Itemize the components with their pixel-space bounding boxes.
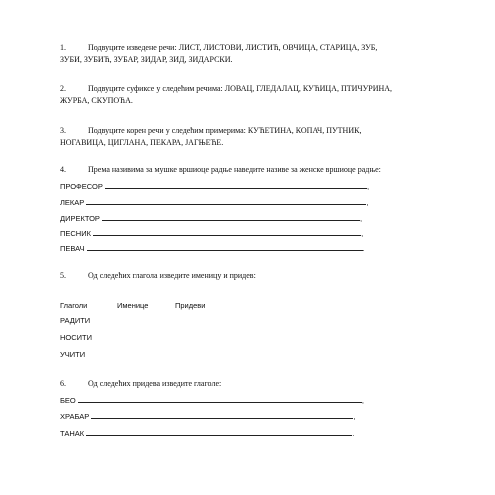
adjective-row [60,427,354,439]
answer-line[interactable] [87,242,363,251]
task-words-line-2: ЖУРБА, СКУПОЋА. [60,96,133,105]
answer-line[interactable] [78,394,362,403]
task-number: 1. [60,43,66,52]
task-3 [60,125,440,149]
profession-label: ПЕСНИК [60,229,91,238]
task-number: 4. [60,165,66,174]
task-number: 5. [60,271,66,280]
verb-item: НОСИТИ [60,333,93,342]
profession-row [60,212,362,224]
task-number: 3. [60,126,66,135]
task-number: 6. [60,379,66,388]
adjective-label: ТАНАК [60,429,85,438]
adjective-label: ХРАБАР [60,412,90,421]
adjective-row [60,410,355,422]
row-punctuation: . [362,244,365,253]
profession-label: ПЕВАЧ [60,244,85,253]
task-words-line-1: ЛИСТ, ЛИСТОВИ, ЛИСТИЋ, ОВЧИЦА, СТАРИЦА, ЗУБ, [178,43,378,52]
profession-label: ДИРЕКТОР [60,214,100,223]
answer-line[interactable] [86,427,355,438]
row-punctuation: , [361,229,364,238]
row-punctuation: , [366,198,369,207]
row-punctuation: , [353,412,356,421]
verb-item: УЧИТИ [60,350,86,359]
task-2 [60,83,440,107]
profession-row [60,196,369,208]
task-words-line-1: ЛОВАЦ, ГЛЕДАЛАЦ, КУЋИЦА, ПТИЧУРИНА, [224,84,393,93]
task-words-line-2: НОГАВИЦА, ЦИГЛАНА, ПЕКАРА, ЈАГЊЕЋЕ. [60,138,224,147]
column-header-verbs: Глаголи [60,301,88,310]
row-punctuation: . [352,429,355,438]
task-instruction: Од следећих придева изведите глаголе: [88,379,222,388]
adjective-row [60,394,364,406]
task-4 [60,164,460,176]
profession-row [60,180,369,192]
profession-row [60,227,363,239]
row-punctuation: , [361,396,364,405]
task-1 [60,42,440,66]
profession-row [60,242,365,254]
task-instruction: Подвуците суфиксе у следећим речима: [88,84,223,93]
row-punctuation: , [366,182,370,191]
task-instruction: Према називима за мушке вршиоце радње наведите називе за женске вршиоце радње: [88,165,381,174]
task-instruction: Подвуците корен речи у следећим примерима: [88,126,246,135]
task-5 [60,270,440,282]
answer-line[interactable] [91,410,356,421]
verb-item: РАДИТИ [60,316,91,325]
task-words-line-1: КУЋЕТИНА, КОПАЧ, ПУТНИК, [247,126,362,135]
task-instruction: Од следећих глагола изведите именицу и придев: [88,271,256,280]
task-words-line-2: ЗУБИ, ЗУБИЋ, ЗУБАР, ЗИДАР, ЗИД, ЗИДАРСКИ. [60,55,233,64]
answer-line[interactable] [86,196,369,207]
answer-line[interactable] [102,212,363,223]
answer-line[interactable] [105,180,370,191]
task-6 [60,378,440,390]
profession-label: ЛЕКАР [60,198,85,207]
answer-line[interactable] [93,227,364,238]
row-punctuation: , [360,214,363,223]
task-instruction: Подвуците изведене речи: [88,43,177,52]
task-number: 2. [60,84,66,93]
column-header-adjectives: Придеви [175,301,206,310]
column-header-nouns: Именице [117,301,149,310]
profession-label: ПРОФЕСОР [60,182,103,191]
adjective-label: БЕО [60,396,76,405]
